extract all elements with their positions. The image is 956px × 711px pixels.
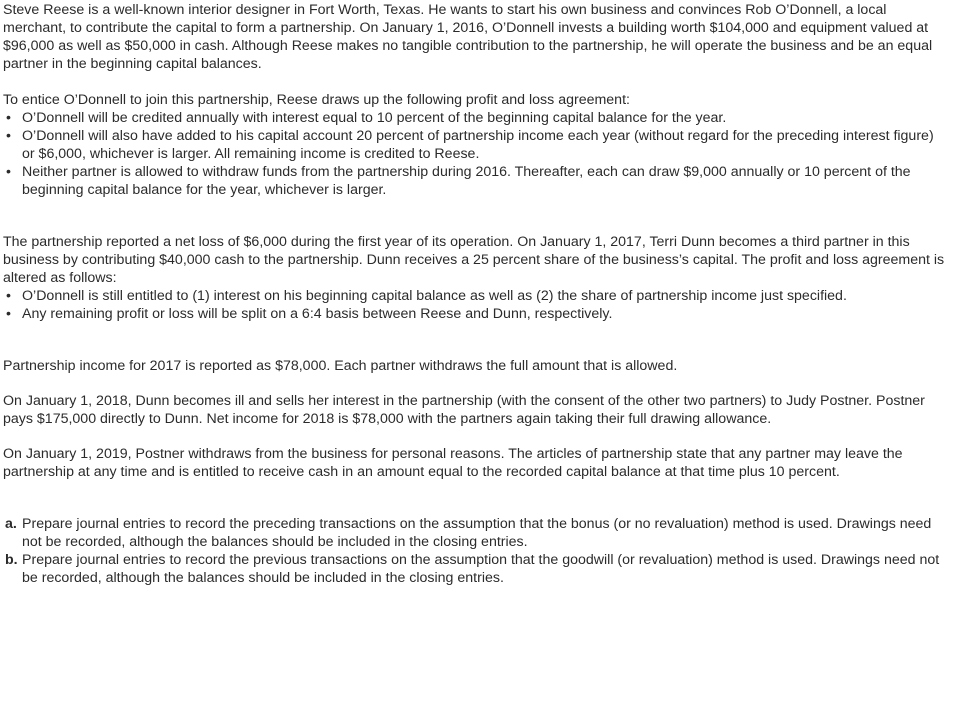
task-item-b — [3, 551, 948, 587]
agreement-intro-paragraph: To entice O’Donnell to join this partnership, Reese draws up the following profit and loss agreement: — [3, 92, 630, 108]
net-loss-paragraph: The partnership reported a net loss of $6,000 during the first year of its operation. On January 1, 2017, Terri Dunn becomes a third partner in this business by contributing $40,000 cash to the partnership. Dunn receives a 25 percent share of the business’s capital. The profit and loss agreement is altered as follows: — [3, 234, 945, 286]
intro-paragraph: Steve Reese is a well-known interior designer in Fort Worth, Texas. He wants to start his own business and convinces Rob O’Donnell, a local merchant, to contribute the capital to form a partnership. On January 1, 2016, O’Donnell invests a building worth $104,000 and equipment valued at $96,000 as well as $50,000 in cash. Although Reese makes no tangible contribution to the partnership, he will operate the business and be an equal partner in the beginning capital balances. — [3, 2, 933, 72]
task-text: Prepare journal entries to record the previous transactions on the assumption that the goodwill (or revaluation) method is used. Drawings need not be recorded, although the balances should be included in the closing entries. — [22, 552, 940, 586]
task-item-a — [3, 515, 948, 551]
task-marker: b. — [5, 552, 18, 568]
income-2017-paragraph: Partnership income for 2017 is reported as $78,000. Each partner withdraws the full amount that is allowed. — [3, 358, 678, 374]
task-text: Prepare journal entries to record the preceding transactions on the assumption that the bonus (or no revaluation) method is used. Drawings need not be recorded, although the balances should be included in the closing entries. — [22, 516, 932, 550]
list-item: • Neither partner is allowed to withdraw funds from the partnership during 2016. Thereafter, each can draw $9,000 annually or 10 percent of the beginning capital balance for the year, whichever is larger. — [3, 163, 948, 199]
altered-agreement-list — [3, 287, 948, 323]
list-item: • Any remaining profit or loss will be split on a 6:4 basis between Reese and Dunn, respectively. — [3, 305, 948, 323]
task-marker: a. — [5, 516, 17, 532]
profit-loss-agreement-list — [3, 109, 948, 199]
list-item: • O’Donnell is still entitled to (1) interest on his beginning capital balance as well as (2) the share of partnership income just specified. — [3, 287, 948, 305]
list-item: • O’Donnell will also have added to his capital account 20 percent of partnership income each year (without regard for the preceding interest figure) or $6,000, whichever is larger. All remaining income is credited to Reese. — [3, 127, 948, 163]
events-2019-paragraph: On January 1, 2019, Postner withdraws from the business for personal reasons. The articles of partnership state that any partner may leave the partnership at any time and is entitled to receive cash in an amount equal to the recorded capital balance at that time plus 10 percent. — [3, 446, 903, 480]
task-list — [3, 515, 948, 587]
problem-document — [3, 1, 948, 587]
events-2018-paragraph: On January 1, 2018, Dunn becomes ill and sells her interest in the partnership (with the consent of the other two partners) to Judy Postner. Postner pays $175,000 directly to Dunn. Net income for 2018 is $78,000 with the partners again taking their full drawing allowance. — [3, 393, 925, 427]
list-item: • O’Donnell will be credited annually with interest equal to 10 percent of the beginning capital balance for the year. — [3, 109, 948, 127]
